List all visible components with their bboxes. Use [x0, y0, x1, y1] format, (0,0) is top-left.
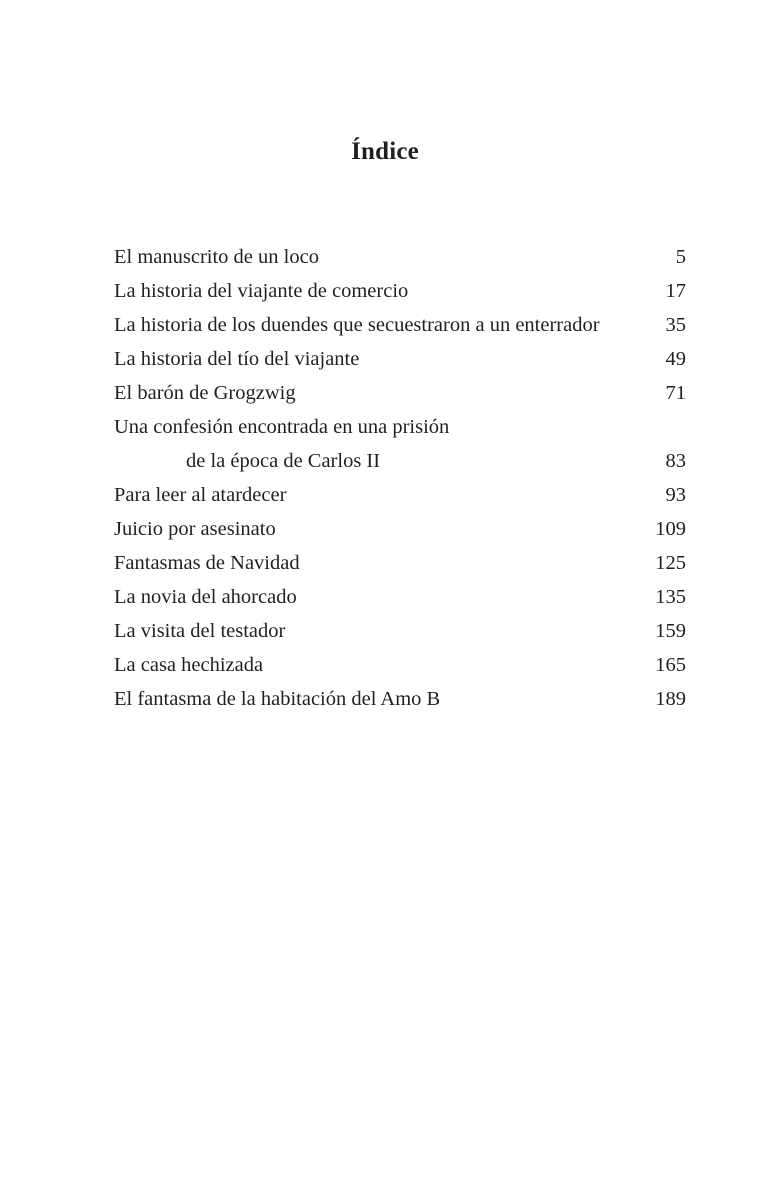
toc-entry-page: 159	[655, 620, 686, 642]
toc-entry	[114, 478, 686, 512]
toc-entry	[114, 682, 686, 716]
toc-entry-page: 5	[675, 246, 686, 268]
toc-entry-title-continuation: de la época de Carlos II	[186, 450, 381, 472]
toc-entry-title: El manuscrito de un loco	[114, 246, 319, 268]
toc-entry-continuation	[114, 444, 686, 478]
toc-entry-title: La visita del testador	[114, 620, 286, 642]
toc-entry-page: 165	[655, 654, 686, 676]
toc-entry	[114, 240, 686, 274]
toc-entry-title: Juicio por asesinato	[114, 518, 276, 540]
toc-entry-title: La casa hechizada	[114, 654, 264, 676]
toc-entry-page: 35	[665, 314, 686, 336]
toc-entry-title: La novia del ahorcado	[114, 586, 297, 608]
toc-entry-page: 83	[665, 450, 686, 472]
toc-entry	[114, 376, 686, 410]
table-of-contents	[114, 240, 686, 716]
toc-entry-title: Una confesión encontrada en una prisión	[114, 416, 450, 438]
toc-entry	[114, 546, 686, 580]
toc-entry	[114, 342, 686, 376]
toc-entry	[114, 512, 686, 546]
toc-entry-title: Fantasmas de Navidad	[114, 552, 300, 574]
toc-entry	[114, 274, 686, 308]
toc-entry-title: El fantasma de la habitación del Amo B	[114, 688, 441, 710]
toc-entry	[114, 308, 686, 342]
toc-entry-page: 17	[665, 280, 686, 302]
toc-entry	[114, 648, 686, 682]
toc-entry-page: 109	[655, 518, 686, 540]
toc-entry-page: 189	[655, 688, 686, 710]
toc-entry-page: 135	[655, 586, 686, 608]
toc-entry-title: El barón de Grogzwig	[114, 382, 296, 404]
toc-entry-title: La historia del tío del viajante	[114, 348, 360, 370]
toc-entry	[114, 580, 686, 614]
toc-entry-page: 93	[665, 484, 686, 506]
toc-entry-title: La historia de los duendes que secuestraron a un enterrador	[114, 314, 600, 336]
toc-entry-page: 71	[665, 382, 686, 404]
toc-entry-page: 49	[665, 348, 686, 370]
page-title: Índice	[351, 138, 419, 165]
toc-entry	[114, 410, 686, 444]
toc-entry-title: La historia del viajante de comercio	[114, 280, 409, 302]
toc-entry-title: Para leer al atardecer	[114, 484, 287, 506]
toc-entry	[114, 614, 686, 648]
toc-entry-page: 125	[655, 552, 686, 574]
